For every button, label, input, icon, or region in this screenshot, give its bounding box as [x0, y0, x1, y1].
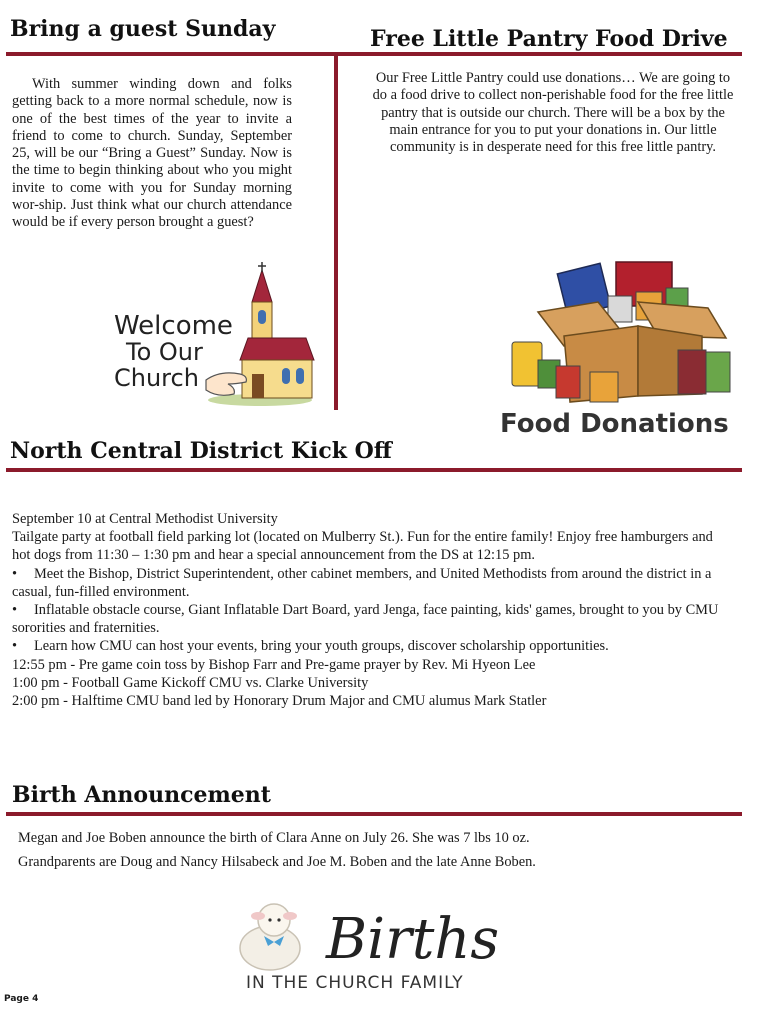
kickoff-bullet-text: Meet the Bishop, District Superintendent, other cabinet members, and United Methodists from around the district in a casual, fun-filled environment. — [12, 565, 712, 600]
lamb-ear — [251, 912, 265, 920]
kickoff-line: September 10 at Central Methodist University — [12, 511, 278, 527]
birth-line: Grandparents are Doug and Nancy Hilsabeck and Joe M. Boben and the late Anne Boben. — [18, 854, 536, 870]
lamb-eye — [268, 918, 271, 921]
church-text: Church — [114, 364, 199, 392]
to-our-text: To Our — [126, 338, 203, 366]
births-title: Births — [326, 907, 500, 972]
food-donations-label: Food Donations — [500, 409, 729, 439]
can-icon — [590, 372, 618, 402]
kickoff-bullet — [12, 565, 732, 601]
top-divider — [6, 52, 742, 56]
church-window — [282, 368, 290, 384]
kickoff-bullet — [12, 601, 732, 637]
guest-heading: Bring a guest Sunday — [10, 16, 276, 42]
steeple-roof — [252, 270, 272, 302]
lamb-head — [258, 904, 290, 936]
birth-body — [18, 826, 738, 874]
births-subtitle: IN THE CHURCH FAMILY — [246, 973, 464, 993]
welcome-hand-icon — [206, 373, 246, 395]
schedule-line: 12:55 pm - Pre game coin toss by Bishop Farr and Pre-game prayer by Rev. Mi Hyeon Lee — [12, 656, 536, 673]
births-clipart — [230, 892, 500, 993]
kickoff-bullet — [12, 637, 732, 655]
pantry-body: Our Free Little Pantry could use donations… We are going to do a food drive to collect non-perishable food for the free little pantry that is outside our church. There will be a box by the main entrance for you to put your donations in. Our little community is in desperate need for this free little pantry. — [372, 70, 734, 156]
can-icon — [678, 350, 706, 394]
birth-line: Megan and Joe Boben announce the birth of Clara Anne on July 26. She was 7 lbs 10 oz. — [18, 830, 530, 846]
kickoff-divider — [6, 468, 742, 472]
welcome-church-clipart — [110, 262, 310, 412]
kickoff-line: Tailgate party at football field parking lot (located on Mulberry St.). Fun for the entire family! Enjoy free hamburgers and hot dogs from 11:30 – 1:30 pm and hear a special announcement from the DS at 12:15 pm. — [12, 529, 713, 564]
birth-heading: Birth Announcement — [12, 782, 271, 808]
can-icon — [706, 352, 730, 392]
can-icon — [556, 366, 580, 398]
pantry-heading: Free Little Pantry Food Drive — [370, 26, 728, 52]
schedule-line: 1:00 pm - Football Game Kickoff CMU vs. Clarke University — [12, 674, 369, 691]
kickoff-bullet-text: Inflatable obstacle course, Giant Inflatable Dart Board, yard Jenga, face painting, kids' games, brought to you by CMU sororities and fraternities. — [12, 602, 719, 637]
lamb-ear — [283, 912, 297, 920]
schedule-line: 2:00 pm - Halftime CMU band led by Honorary Drum Major and CMU alumus Mark Statler — [12, 693, 547, 710]
tower-window — [258, 310, 266, 324]
church-roof — [240, 338, 314, 360]
kickoff-heading: North Central District Kick Off — [10, 438, 392, 464]
church-door — [252, 374, 264, 398]
birth-divider — [6, 812, 742, 816]
food-donations-clipart — [498, 256, 748, 439]
lamb-eye — [277, 918, 280, 921]
welcome-text: Welcome — [114, 311, 233, 341]
guest-body: With summer winding down and folks getting back to a more normal schedule, now is one of the best times of the year to invite a friend to come to church. Sunday, September 25, will be our “Bring a Guest” Sunday. Now is the time to begin thinking about who you might invite to come with you for Sunday morning wor-ship. Just think what our church attendance would be if every person brought a guest? — [12, 76, 292, 231]
church-window — [296, 368, 304, 384]
kickoff-bullet-text: Learn how CMU can host your events, bring your youth groups, discover scholarship opportunities. — [34, 638, 609, 655]
page-number: Page 4 — [4, 994, 39, 1004]
kickoff-body — [12, 510, 732, 710]
column-divider — [334, 54, 338, 410]
